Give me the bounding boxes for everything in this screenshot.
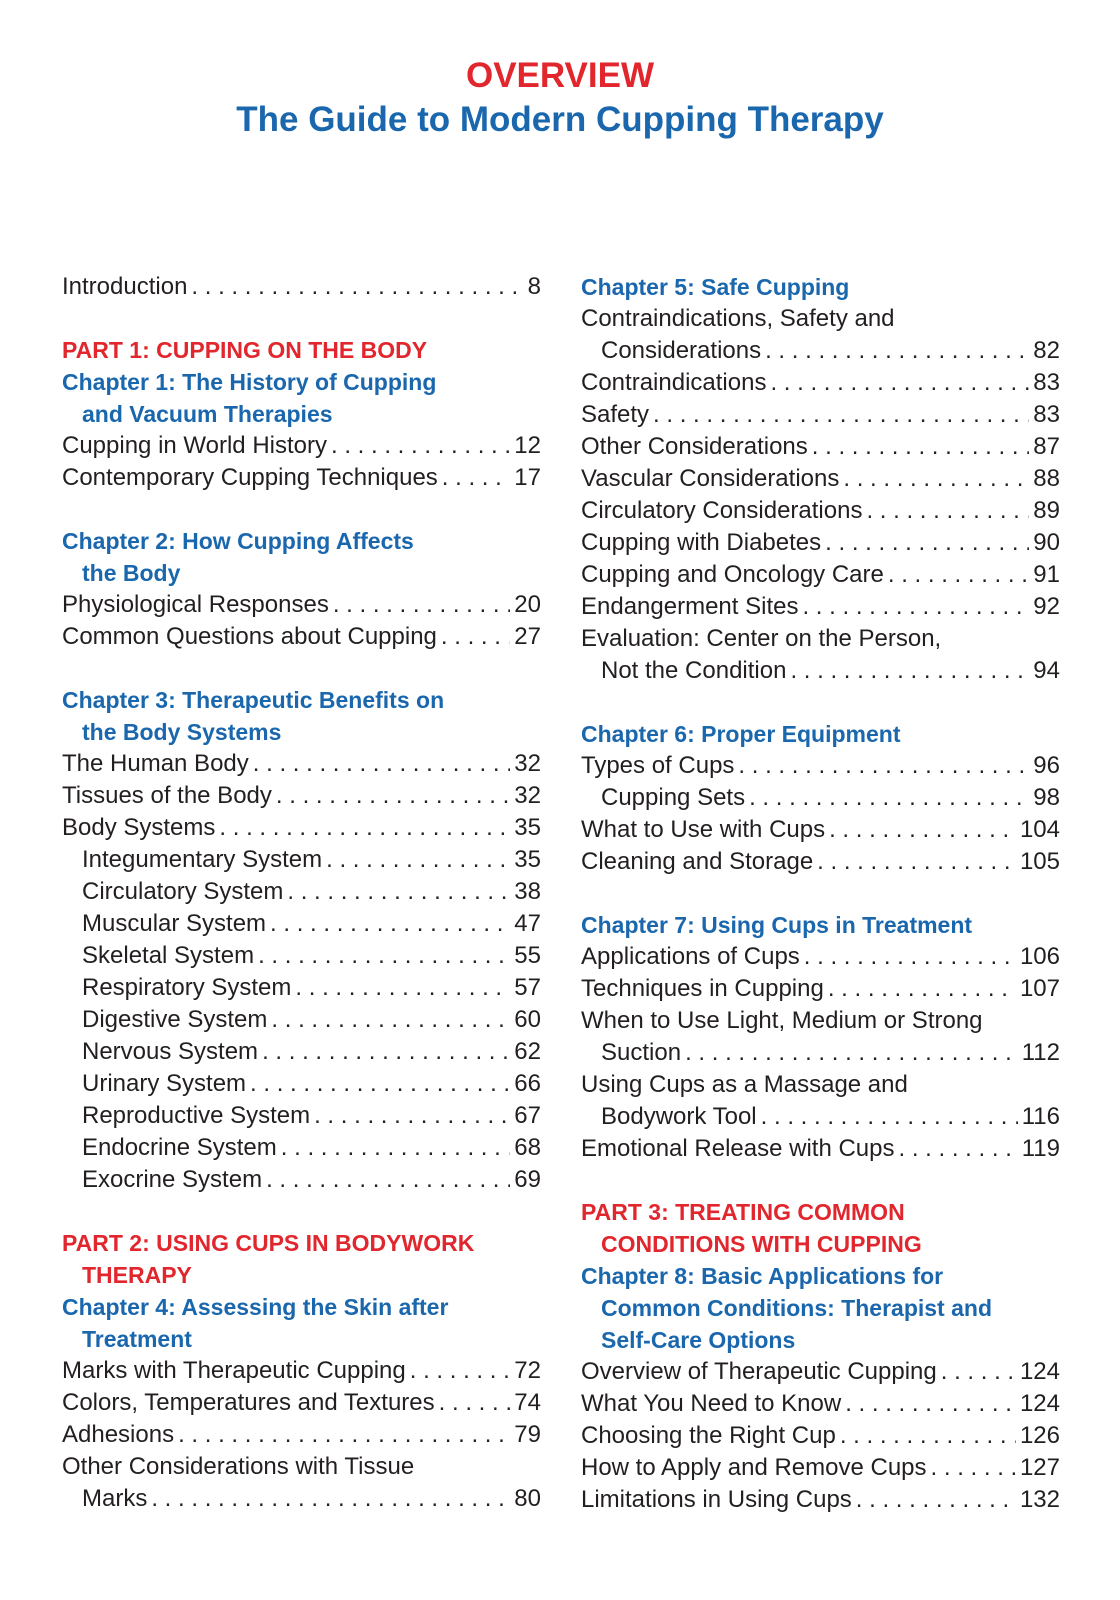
toc-entry: Cleaning and Storage . . . 105: [581, 846, 1060, 878]
chapter-heading-cont: the Body: [82, 560, 181, 586]
toc-subentry: Reproductive System . . . 67: [62, 1100, 541, 1132]
toc-entry-cont: Considerations . . . 82: [581, 335, 1060, 367]
toc-subentry: Nervous System . . . 62: [62, 1036, 541, 1068]
toc-entry: Vascular Considerations . . . 88: [581, 463, 1060, 495]
chapter-heading: Chapter 8: Basic Applications for: [581, 1263, 944, 1289]
chapter-heading: Chapter 5: Safe Cupping: [581, 274, 850, 300]
page-header: [0, 54, 1120, 142]
toc-left-column: [62, 271, 541, 1515]
toc-entry: Emotional Release with Cups . . . 119: [581, 1133, 1060, 1165]
toc-entry: Contraindications, Safety and: [581, 305, 895, 332]
chapter-heading: Chapter 6: Proper Equipment: [581, 721, 901, 747]
part-heading-cont: THERAPY: [82, 1262, 192, 1288]
toc-entry: Overview of Therapeutic Cupping . . . 124: [581, 1356, 1060, 1388]
toc-entry-cont: Not the Condition . . . 94: [581, 655, 1060, 687]
toc-subentry: Muscular System . . . 47: [62, 908, 541, 940]
part-heading: PART 1: CUPPING ON THE BODY: [62, 337, 428, 363]
toc-entry: What You Need to Know . . . 124: [581, 1388, 1060, 1420]
toc-entry: Circulatory Considerations . . . 89: [581, 495, 1060, 527]
toc-entry: Physiological Responses . . . 20: [62, 589, 541, 621]
toc-subentry: Endocrine System . . . 68: [62, 1132, 541, 1164]
toc-entry: Contraindications . . . 83: [581, 367, 1060, 399]
toc-entry: Body Systems . . . 35: [62, 812, 541, 844]
toc-subentry: Urinary System . . . 66: [62, 1068, 541, 1100]
toc-subentry: Respiratory System . . . 57: [62, 972, 541, 1004]
toc-subentry: Exocrine System . . . 69: [62, 1164, 541, 1196]
toc-entry: Endangerment Sites . . . 92: [581, 591, 1060, 623]
toc-entry: Evaluation: Center on the Person,: [581, 625, 942, 652]
toc-entry: Cupping and Oncology Care . . . 91: [581, 559, 1060, 591]
toc-entry-cont: Suction . . . 112: [581, 1037, 1060, 1069]
toc-entry: The Human Body . . . 32: [62, 748, 541, 780]
toc-entry: When to Use Light, Medium or Strong: [581, 1007, 983, 1034]
toc-entry: Limitations in Using Cups . . . 132: [581, 1484, 1060, 1516]
part-heading: PART 2: USING CUPS IN BODYWORK: [62, 1230, 475, 1256]
book-title: The Guide to Modern Cupping Therapy: [236, 100, 884, 139]
toc-subentry: Integumentary System . . . 35: [62, 844, 541, 876]
chapter-heading-cont: Treatment: [82, 1326, 192, 1352]
chapter-heading-cont: Self-Care Options: [601, 1327, 796, 1353]
toc-entry: Adhesions . . . 79: [62, 1419, 541, 1451]
toc-entry-cont: Marks . . . 80: [62, 1483, 541, 1515]
toc-entry: How to Apply and Remove Cups . . . 127: [581, 1452, 1060, 1484]
toc-entry: Techniques in Cupping . . . 107: [581, 973, 1060, 1005]
chapter-heading: Chapter 7: Using Cups in Treatment: [581, 912, 973, 938]
toc-subentry: Circulatory System . . . 38: [62, 876, 541, 908]
toc-entry: Cupping in World History . . . 12: [62, 430, 541, 462]
toc-entry: Applications of Cups . . . 106: [581, 941, 1060, 973]
toc-entry: Using Cups as a Massage and: [581, 1071, 908, 1098]
toc-entry: Common Questions about Cupping . . . 27: [62, 621, 541, 653]
chapter-heading-cont: the Body Systems: [82, 719, 282, 745]
toc-entry: What to Use with Cups . . . 104: [581, 814, 1060, 846]
chapter-heading-cont: and Vacuum Therapies: [82, 401, 333, 427]
toc-entry: Other Considerations with Tissue: [62, 1453, 415, 1480]
toc-entry: Cupping with Diabetes . . . 90: [581, 527, 1060, 559]
toc-entry: Colors, Temperatures and Textures . . . 74: [62, 1387, 541, 1419]
chapter-heading-cont: Common Conditions: Therapist and: [601, 1295, 992, 1321]
part-heading: PART 3: TREATING COMMON: [581, 1199, 905, 1225]
chapter-heading: Chapter 4: Assessing the Skin after: [62, 1294, 449, 1320]
overview-heading: OVERVIEW: [465, 56, 654, 95]
toc-subentry: Cupping Sets . . . 98: [581, 782, 1060, 814]
toc-entry-cont: Bodywork Tool . . . 116: [581, 1101, 1060, 1133]
toc-entry: Marks with Therapeutic Cupping . . . 72: [62, 1355, 541, 1387]
toc-entry: Choosing the Right Cup . . . 126: [581, 1420, 1060, 1452]
chapter-heading: Chapter 3: Therapeutic Benefits on: [62, 687, 445, 713]
toc-entry: Other Considerations . . . 87: [581, 431, 1060, 463]
toc-entry: Tissues of the Body . . . 32: [62, 780, 541, 812]
toc-entry: Contemporary Cupping Techniques . . . 17: [62, 462, 541, 494]
toc-subentry: Digestive System . . . 60: [62, 1004, 541, 1036]
chapter-heading: Chapter 1: The History of Cupping: [62, 369, 437, 395]
chapter-heading: Chapter 2: How Cupping Affects: [62, 528, 414, 554]
toc-entry: Types of Cups . . . 96: [581, 750, 1060, 782]
toc-subentry: Skeletal System . . . 55: [62, 940, 541, 972]
toc-entry: Introduction . . . 8: [62, 271, 541, 303]
toc-entry: Safety . . . 83: [581, 399, 1060, 431]
toc-right-column: [581, 271, 1060, 1516]
part-heading-cont: CONDITIONS WITH CUPPING: [601, 1231, 922, 1257]
